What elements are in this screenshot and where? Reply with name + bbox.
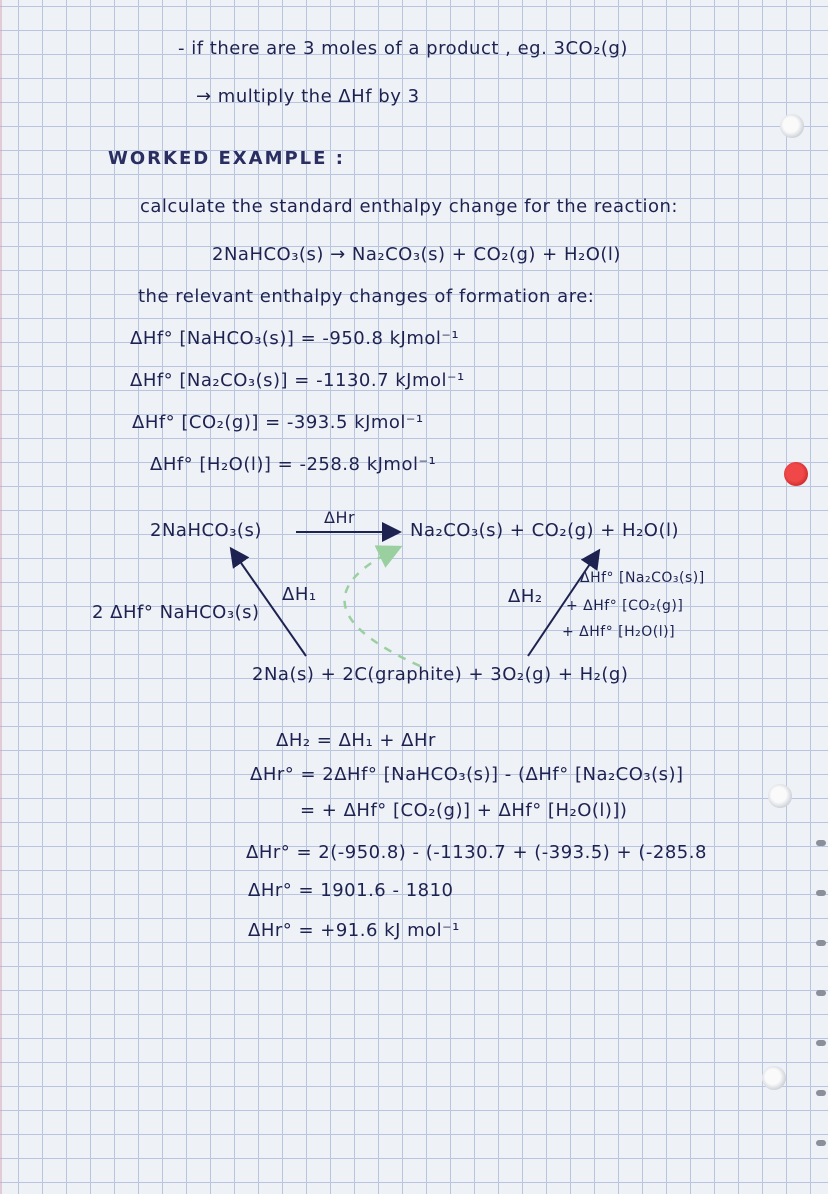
working-line-6: ΔHr° = +91.6 kJ mol⁻¹ [248,920,460,941]
working-line-5: ΔHr° = 1901.6 - 1810 [248,880,454,901]
cycle-right-formation-label-2: + ΔHf° [CO₂(g)] [566,598,684,614]
working-line-2: ΔHr° = 2ΔHf° [NaHCO₃(s)] - (ΔHf° [Na₂CO₃(s)] [250,764,684,785]
cycle-right-formation-label-3: + ΔHf° [H₂O(l)] [562,624,676,640]
relevant-changes-intro: the relevant enthalpy changes of formation are: [138,286,595,307]
delta-hr-label: ΔHr [324,508,356,527]
indirect-route-arrow [345,548,420,666]
delta-h1-label: ΔH₁ [282,584,317,605]
note-line-1: - if there are 3 moles of a product , eg. 3CO₂(g) [178,38,628,59]
reaction-equation: 2NaHCO₃(s) → Na₂CO₃(s) + CO₂(g) + H₂O(l) [212,244,621,265]
working-line-3: = + ΔHf° [CO₂(g)] + ΔHf° [H₂O(l)]) [300,800,628,821]
cycle-right-formation-label-1: ΔHf° [Na₂CO₃(s)] [580,570,705,586]
formation-value-h2o: ΔHf° [H₂O(l)] = -258.8 kJmol⁻¹ [150,454,437,475]
working-line-1: ΔH₂ = ΔH₁ + ΔHr [276,730,436,751]
formation-value-nahco3: ΔHf° [NaHCO₃(s)] = -950.8 kJmol⁻¹ [130,328,460,349]
question-prompt: calculate the standard enthalpy change for the reaction: [140,196,678,217]
cycle-products: Na₂CO₃(s) + CO₂(g) + H₂O(l) [410,520,680,541]
cycle-elements: 2Na(s) + 2C(graphite) + 3O₂(g) + H₂(g) [252,664,629,685]
delta-h2-label: ΔH₂ [508,586,543,607]
worked-example-heading: WORKED EXAMPLE : [108,148,345,169]
formation-value-co2: ΔHf° [CO₂(g)] = -393.5 kJmol⁻¹ [132,412,424,433]
cycle-reactants: 2NaHCO₃(s) [150,520,262,541]
note-line-2: → multiply the ΔHf by 3 [196,86,420,107]
working-line-4: ΔHr° = 2(-950.8) - (-1130.7 + (-393.5) + (-285.8 [246,842,707,863]
formation-value-na2co3: ΔHf° [Na₂CO₃(s)] = -1130.7 kJmol⁻¹ [130,370,465,391]
cycle-left-formation-label: 2 ΔHf° NaHCO₃(s) [92,602,260,623]
